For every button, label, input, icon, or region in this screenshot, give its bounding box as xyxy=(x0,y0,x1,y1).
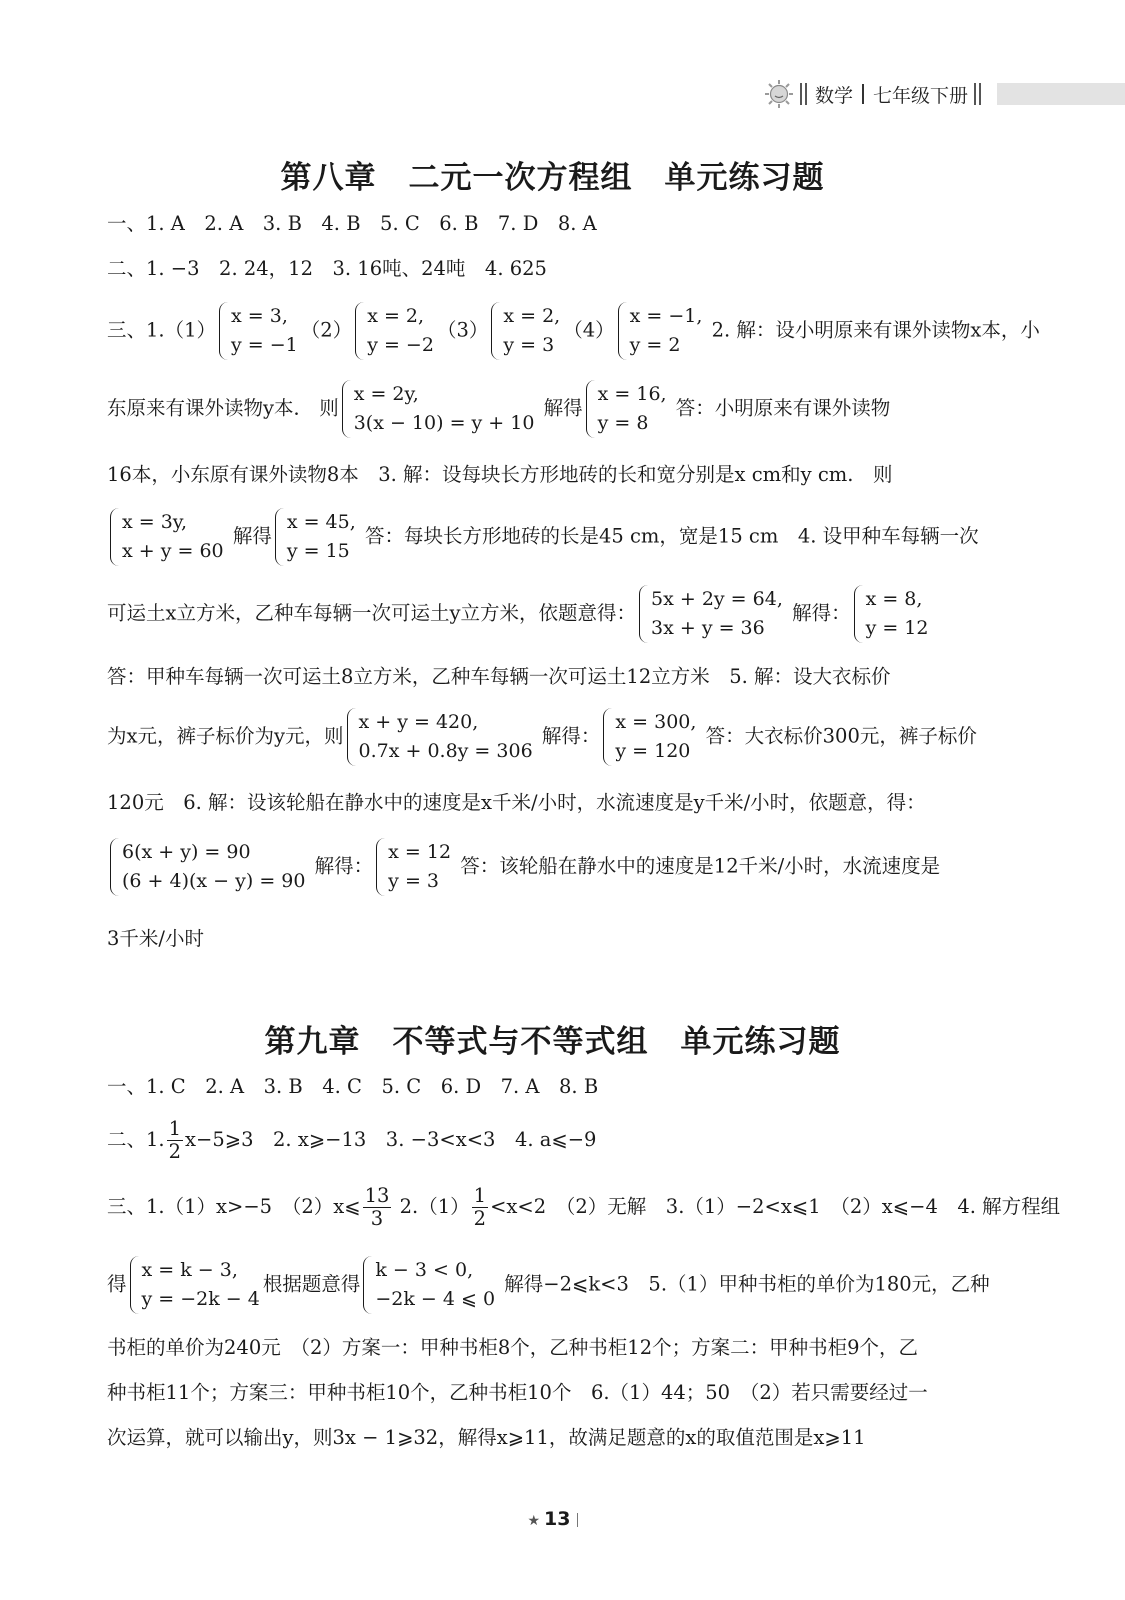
equation-system xyxy=(342,380,535,438)
brace xyxy=(219,302,228,360)
header-divider xyxy=(800,83,807,105)
brace xyxy=(639,585,648,643)
ch9-line-5: 书柜的单价为240元 （2）方案一：甲种书柜8个，乙种书柜12个；方案二：甲种书柜9个，乙 xyxy=(107,1336,919,1359)
text: 解得−2⩽k<3 5.（1）甲种书柜的单价为180元，乙种 xyxy=(504,1272,990,1296)
eq: y = 15 xyxy=(286,540,350,562)
text: 可运土x立方米，乙种车每辆一次可运土y立方米，依题意得： xyxy=(107,601,637,625)
eq: y = 3 xyxy=(503,334,555,356)
equations xyxy=(651,585,783,643)
denominator: 2 xyxy=(168,1140,182,1163)
ch8-line-3 xyxy=(107,302,1040,360)
brace xyxy=(342,380,351,438)
ch8-line-10: 120元 6. 解：设该轮船在静水中的速度是x千米/小时，水流速度是y千米/小时，依题意，得： xyxy=(107,791,926,814)
ch8-line-11 xyxy=(107,838,1007,896)
equation-system xyxy=(639,585,783,643)
text: 三、1.（1） xyxy=(107,318,217,342)
equation-system xyxy=(110,838,305,896)
text: 解得 xyxy=(232,524,272,548)
equations xyxy=(388,838,451,896)
eq: y = −2 xyxy=(367,334,434,356)
ch8-line-4 xyxy=(107,380,1007,438)
text: 解得： xyxy=(314,854,374,878)
eq: y = 12 xyxy=(865,617,929,639)
denominator: 2 xyxy=(473,1207,487,1230)
eq: k − 3 < 0, xyxy=(375,1259,474,1281)
equations xyxy=(142,1256,260,1314)
eq: −2k − 4 ⩽ 0 xyxy=(375,1288,496,1310)
eq: x = 8, xyxy=(865,588,923,610)
eq: x = 16, xyxy=(597,383,667,405)
ch9-line-7: 次运算，就可以输出y，则3x − 1⩾32，解得x⩾11，故满足题意的x的取值范围是x⩾11 xyxy=(107,1426,866,1449)
header-subject: 数学 xyxy=(815,84,854,107)
fraction xyxy=(472,1185,488,1230)
text: （4） xyxy=(563,318,615,342)
ch9-line-6: 种书柜11个；方案三：甲种书柜10个，乙种书柜10个 6.（1）44；50 （2）若只需要经过一 xyxy=(107,1381,928,1404)
page-number: 13 xyxy=(544,1508,571,1530)
ch8-line-8: 答：甲种车每辆一次可运土8立方米，乙种车每辆一次可运土12立方米 5. 解：设大衣标价 xyxy=(107,665,891,688)
eq: x + y = 60 xyxy=(122,540,224,562)
text: 二、1. xyxy=(107,1128,165,1151)
page-header xyxy=(764,74,1125,114)
header-divider-right xyxy=(974,83,981,105)
numerator: 13 xyxy=(364,1184,390,1207)
text: 得 xyxy=(107,1272,127,1296)
eq: y = 120 xyxy=(615,740,691,762)
ch9-line-3 xyxy=(107,1184,1061,1230)
brace xyxy=(347,708,356,766)
equations xyxy=(359,708,533,766)
eq: 0.7x + 0.8y = 306 xyxy=(358,740,533,762)
text: 根据题意得 xyxy=(262,1272,361,1296)
star-icon: ★ xyxy=(527,1513,541,1529)
text: 2. 解：设小明原来有课外读物x本，小 xyxy=(711,318,1040,342)
ch8-line-2: 二、1. −3 2. 24，12 3. 16吨、24吨 4. 625 xyxy=(107,257,547,280)
equations xyxy=(122,838,305,896)
equation-system xyxy=(275,508,356,566)
equations xyxy=(598,380,667,438)
text: 2.（1） xyxy=(399,1195,470,1218)
header-band xyxy=(997,83,1125,105)
text: 答：小明原来有课外读物 xyxy=(675,396,891,420)
equation-system xyxy=(219,302,298,360)
inequality-system xyxy=(363,1256,495,1314)
equation-system xyxy=(491,302,560,360)
equations xyxy=(630,302,703,360)
sun-icon xyxy=(764,79,794,109)
eq: 3(x − 10) = y + 10 xyxy=(353,412,535,434)
denominator: 3 xyxy=(370,1207,384,1230)
brace xyxy=(618,302,627,360)
text: （3） xyxy=(436,318,489,342)
eq: x = 300, xyxy=(615,711,697,733)
text: 解得： xyxy=(541,724,601,748)
text: 为x元，裤子标价为y元，则 xyxy=(107,724,344,748)
eq: x = 12 xyxy=(388,841,452,863)
equation-system xyxy=(355,302,434,360)
text: <x<2 （2）无解 3.（1）−2<x⩽1 （2）x⩽−4 4. 解方程组 xyxy=(490,1195,1061,1218)
eq: y = −1 xyxy=(231,334,298,356)
brace xyxy=(130,1256,139,1314)
equation-system xyxy=(854,585,929,643)
brace xyxy=(275,508,284,566)
brace xyxy=(854,585,863,643)
eq: y = 3 xyxy=(388,870,439,892)
text: 三、1.（1）x>−5 （2）x⩽ xyxy=(107,1195,361,1218)
eq: y = 8 xyxy=(597,412,649,434)
eq: x = k − 3, xyxy=(141,1259,238,1281)
eq: x = −1, xyxy=(629,305,703,327)
chapter8-title: 第八章 二元一次方程组 单元练习题 xyxy=(280,160,825,196)
text: 解得： xyxy=(792,601,851,625)
equations xyxy=(866,585,929,643)
brace xyxy=(376,838,385,896)
equations xyxy=(287,508,356,566)
brace xyxy=(586,380,595,438)
eq: x = 2y, xyxy=(353,383,419,405)
eq: 6(x + y) = 90 xyxy=(122,841,251,863)
eq: y = −2k − 4 xyxy=(141,1288,260,1310)
brace xyxy=(355,302,364,360)
equations xyxy=(503,302,560,360)
equation-system xyxy=(347,708,533,766)
text: 答：大衣标价300元，裤子标价 xyxy=(705,724,977,748)
ch8-line-1: 一、1. A 2. A 3. B 4. B 5. C 6. B 7. D 8. A xyxy=(107,212,597,235)
brace xyxy=(110,508,119,566)
eq: 3x + y = 36 xyxy=(651,617,765,639)
eq: x = 45, xyxy=(286,511,356,533)
header-separator xyxy=(862,84,864,104)
inequalities xyxy=(375,1256,495,1314)
ch8-line-7 xyxy=(107,585,1007,643)
eq: x = 2, xyxy=(503,305,561,327)
ch9-line-2 xyxy=(107,1118,1007,1163)
footer-tick xyxy=(577,1513,578,1527)
eq: x = 3, xyxy=(231,305,288,327)
equation-system xyxy=(130,1256,260,1314)
eq: x = 3y, xyxy=(122,511,188,533)
chapter9-title: 第九章 不等式与不等式组 单元练习题 xyxy=(264,1024,841,1060)
equations xyxy=(367,302,434,360)
equations xyxy=(615,708,696,766)
equation-system xyxy=(618,302,703,360)
text: x−5⩾3 2. x⩾−13 3. −3<x<3 4. a⩽−9 xyxy=(185,1128,597,1151)
fraction xyxy=(363,1185,392,1230)
ch8-line-9 xyxy=(107,708,1007,766)
equation-system xyxy=(376,838,451,896)
equation-system xyxy=(586,380,667,438)
fraction xyxy=(167,1118,183,1163)
brace xyxy=(491,302,500,360)
eq: y = 2 xyxy=(629,334,681,356)
ch8-line-12: 3千米/小时 xyxy=(107,927,204,950)
ch8-line-5: 16本，小东原有课外读物8本 3. 解：设每块长方形地砖的长和宽分别是x cm和y cm. 则 xyxy=(107,463,893,486)
numerator: 1 xyxy=(473,1184,487,1207)
text: 解得 xyxy=(543,396,583,420)
eq: x = 2, xyxy=(367,305,425,327)
brace xyxy=(110,838,119,896)
equation-system xyxy=(110,508,224,566)
text: 答：每块长方形地砖的长是45 cm，宽是15 cm 4. 设甲种车每辆一次 xyxy=(364,524,979,548)
equations xyxy=(231,302,298,360)
page-footer xyxy=(0,1508,1105,1530)
text: （2） xyxy=(300,318,353,342)
brace xyxy=(603,708,612,766)
ch9-line-1: 一、1. C 2. A 3. B 4. C 5. C 6. D 7. A 8. B xyxy=(107,1075,599,1098)
numerator: 1 xyxy=(168,1117,182,1140)
ch8-line-6 xyxy=(107,508,1007,566)
ch9-line-4 xyxy=(107,1256,1007,1314)
brace xyxy=(363,1256,372,1314)
eq: (6 + 4)(x − y) = 90 xyxy=(122,870,306,892)
equation-system xyxy=(603,708,696,766)
header-grade: 七年级下册 xyxy=(873,84,969,107)
text: 东原来有课外读物y本． 则 xyxy=(107,396,339,420)
text: 答：该轮船在静水中的速度是12千米/小时，水流速度是 xyxy=(460,854,941,878)
equations xyxy=(122,508,224,566)
eq: x + y = 420, xyxy=(358,711,479,733)
equations xyxy=(354,380,535,438)
eq: 5x + 2y = 64, xyxy=(651,588,783,610)
